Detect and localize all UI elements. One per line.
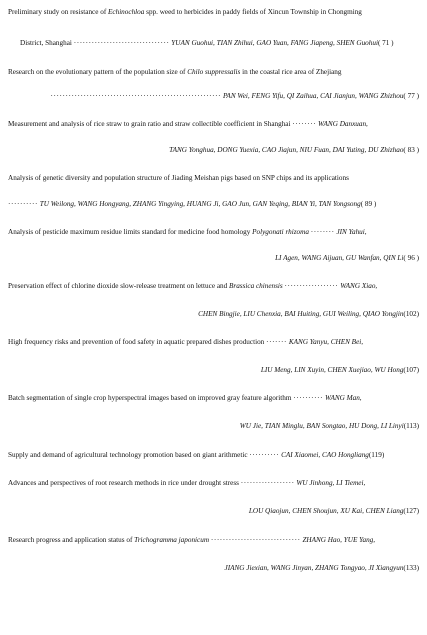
toc-entry-authors: TANG Yonghua, DONG Yuexia, CAO Jiajun, NIU Fuan, DAI Yuting, DU Zhizhao [169, 146, 404, 154]
toc-entry-authors-line [8, 422, 419, 431]
toc-entry-authors-line [8, 564, 419, 573]
toc-entry-page: ( 96 ) [403, 254, 419, 262]
toc-entry-authors-line [8, 92, 419, 101]
leader-dots: ·················· [284, 282, 339, 290]
toc-entry-page: ( 77 ) [403, 92, 419, 100]
toc-entry-title: Preliminary study on resistance of Echinochloa spp. weed to herbicides in paddy fields of Xincun Township in Chongming [8, 8, 362, 16]
toc-entry-authors: LI Agen, WANG Aijuan, GU Wanfan, QIN Li [275, 254, 404, 262]
toc-entry-title: Batch segmentation of single crop hyperspectral images based on improved gray feature algorithm ·········· WANG Man, [8, 394, 362, 402]
toc-entry-page: ( 83 ) [403, 146, 419, 154]
toc-entry-title: Analysis of genetic diversity and population structure of Jiading Meishan pigs based on SNP chips and its applications [8, 174, 349, 182]
toc-entry-authors: CHEN Bingjie, LIU Chenxia, BAI Huiting, GUI Weiling, QIAO Yongjin [198, 310, 404, 318]
toc-entry-page: ( 89 ) [360, 200, 377, 208]
toc-entry-authors: LOU Qiaojun, CHEN Shoujun, XU Kai, CHEN Liang [248, 507, 404, 515]
toc-entry-authors: YUAN Guohui, TIAN Zhihui, GAO Yuan, FANG Jiapeng, SHEN Guohui [171, 39, 378, 47]
toc-entry-authors: KANG Yanyu, CHEN Bei, [288, 338, 364, 346]
toc-entry-page: (127) [403, 507, 419, 515]
toc-entry-title: Supply and demand of agricultural technology promotion based on giant arithmetic ·········· CAI Xiaomei, CAO Hongliang(119) [8, 451, 385, 459]
toc-entry-page: ( 71 ) [377, 39, 394, 47]
toc-entry-page: (102) [403, 310, 419, 318]
leader-dots: ······························ [210, 536, 301, 544]
toc-entry-title-continuation: District, Shanghai ································ YUAN Guohui, TIAN Zhihui, GAO Yuan, FANG Jiapeng, SHEN Guohui( 71 ) [20, 39, 394, 47]
toc-entry-authors: PAN Wei, FENG Yifu, QI Zaihua, CAI Jianjun, WANG Zhizhou [222, 92, 404, 100]
toc-entry-title: Research progress and application status of Trichogramma japonicum ······························ ZHANG Hao, YUE Yang, [8, 536, 376, 544]
toc-entry-authors-line [8, 310, 419, 319]
toc-entry-authors: WANG Danxuan, [318, 120, 368, 128]
leader-dots: ········ [292, 120, 317, 128]
toc-entry-title: Research on the evolutionary pattern of the population size of Chilo suppressalis in the coastal rice area of Zhejiang [8, 68, 342, 76]
toc-entry-title: Measurement and analysis of rice straw to grain ratio and straw collectible coefficient in Shanghai ········ WANG Danxuan, [8, 120, 368, 128]
toc-entry-title: High frequency risks and prevention of food safety in aquatic prepared dishes production ······· KANG Yanyu, CHEN Bei, [8, 338, 364, 346]
toc-entry-page: (107) [403, 366, 419, 374]
toc-entry-authors: WANG Man, [324, 394, 362, 402]
toc-entry-authors-line [8, 366, 419, 375]
toc-entry-title: Preservation effect of chlorine dioxide slow-release treatment on lettuce and Brassica chinensis ·················· WANG Xiao, [8, 282, 378, 290]
toc-entry-title: Advances and perspectives of root research methods in rice under drought stress ·················· WU Jinhong, LI Tiemei, [8, 479, 366, 487]
toc-entry-page: (133) [403, 564, 419, 572]
toc-entry-authors: WU Jinhong, LI Tiemei, [296, 479, 366, 487]
toc-entry-authors-line [8, 200, 419, 209]
toc-entry-title: Analysis of pesticide maximum residue limits standard for medicine food homology Polygonati rhizoma ········ JIN Yahui, [8, 228, 367, 236]
leader-dots: ·················· [240, 479, 295, 487]
toc-entry-authors: LIU Meng, LIN Xuyin, CHEN Xuejiao, WU Hong [260, 366, 404, 374]
leader-dots: ························································· [50, 92, 222, 100]
leader-dots: ······· [266, 338, 288, 346]
leader-dots: ·········· [8, 200, 38, 208]
toc-entry-page: (113) [403, 422, 419, 430]
toc-entry-authors: CAI Xiaomei, CAO Hongliang [281, 451, 369, 459]
toc-entry-authors: WANG Xiao, [340, 282, 378, 290]
toc-entry-authors: JIN Yahui, [336, 228, 367, 236]
leader-dots: ········ [310, 228, 335, 236]
leader-dots: ································ [73, 39, 170, 47]
toc-entry-authors-line [8, 507, 419, 516]
toc-entry-authors: ZHANG Hao, YUE Yang, [302, 536, 376, 544]
toc-entry-authors-line [8, 146, 419, 155]
toc-entry-authors: WU Jie, TIAN Minglu, BAN Songtao, HU Dong, LI Linyi [239, 422, 404, 430]
leader-dots: ·········· [293, 394, 324, 402]
toc-entry-authors: JIANG Jiexian, WANG Jinyan, ZHANG Tongyao, JI Xiangyun [224, 564, 404, 572]
leader-dots: ·········· [249, 451, 280, 459]
toc-entry-authors: TU Weilong, WANG Hongyang, ZHANG Yingying, HUANG Ji, GAO Jun, GAN Yeqing, BIAN Yi, TAN Yongsong [39, 200, 361, 208]
toc-entry-authors-line [8, 254, 419, 263]
toc-entry-page: (119) [368, 451, 385, 459]
